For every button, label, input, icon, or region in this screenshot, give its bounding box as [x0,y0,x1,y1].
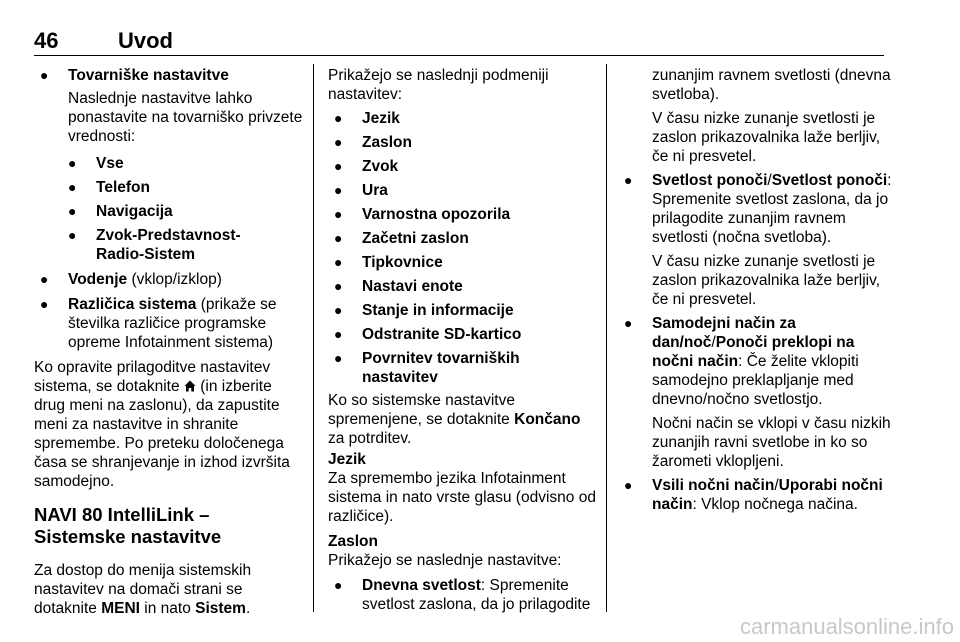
bullet-icon: ● [334,158,343,174]
submenu-item [328,181,598,200]
auto-title-a: Samodejni način za dan/noč [652,315,796,351]
submenu-label: Povrnitev tovarniških nastavitev [362,350,520,386]
auto-line [652,314,893,409]
page-title: Uvod [118,28,173,53]
submenu-label: Ura [362,182,388,199]
night-line [652,171,893,247]
submenu-label: Stanje in informacije [362,302,514,319]
bullet-icon: ● [68,179,77,195]
submenu-item [328,301,598,320]
version-line [68,295,304,352]
submenu-item [328,229,598,248]
list-item [618,476,893,514]
factory-title: Tovarniške nastavitve [68,67,229,84]
change-paragraph [328,391,598,448]
system-label: Sistem [195,600,246,617]
night-note: V času nizke zunanje svetlosti je zaslon prikazovalnika laže berljiv, če ni presvetel. [652,253,881,308]
access-text-c: . [245,600,251,617]
page-number: 46 [34,28,59,53]
change-text-a: Ko so sistemske nastavitve spremenjene, se dotaknite [328,392,515,428]
bullet-icon: ● [624,315,633,331]
bullet-icon: ● [334,110,343,126]
submenu-label: Varnostna opozorila [362,206,511,223]
always-text: : Vklop nočnega načina. [692,496,858,513]
bullet-icon: ● [68,155,77,171]
factory-item: Telefon [96,179,150,196]
submenu-label: Začetni zaslon [362,230,469,247]
day-note: V času nizke zunanje svetlosti je zaslon prikazovalnika laže berljiv, če ni presvetel. [652,110,881,165]
night-title-b: Svetlost ponoči [771,172,888,189]
bullet-icon: ● [68,227,77,243]
submenu-item [328,205,598,224]
auto-title-b: Ponoči preklopi na nočni način [652,334,855,370]
done-label: Končano [514,411,581,428]
change-text-b: za potrditev. [328,430,412,447]
column-divider-2 [606,64,607,612]
submenu-intro: Prikažejo se naslednji podmeniji nastavitev: [328,67,549,103]
bullet-icon: ● [334,134,343,150]
factory-item: Zvok-Predstavnost-Radio-Sistem [96,227,241,263]
bullet-icon: ● [624,172,633,188]
bullet-icon: ● [334,182,343,198]
list-item [328,576,598,614]
day-title: Dnevna svetlost [362,577,481,594]
submenu-item [328,157,598,176]
access-text-a: Za dostop do menija sistemskih nastavitev na domači strani se dotaknite [34,562,252,617]
list-item [618,171,893,247]
header-rule [34,55,884,56]
day-text: : Spremenite svetlost zaslona, da jo prilagodite [362,577,591,613]
bullet-icon: ● [334,206,343,222]
auto-sep: / [711,334,716,351]
bullet-icon: ● [334,254,343,270]
list-item [34,295,304,352]
night-sep: / [767,172,772,189]
version-title: Različica sistema [68,296,197,313]
factory-desc: Naslednje nastavitve lahko ponastavite na tovarniško privzete vrednosti: [68,90,303,145]
access-paragraph [34,561,304,618]
submenu-label: Zaslon [362,134,412,151]
menu-label: MENI [101,600,140,617]
submenu-label: Tipkovnice [362,254,443,271]
auto-note: Nočni način se vklopi v času nizkih zunanjih ravni svetlobe in ko so žarometi vklopljeni. [652,415,891,470]
column-2 [328,66,598,614]
watermark: carmanualsonline.info [739,614,954,639]
list-item [34,66,304,85]
submenu-item [328,349,598,387]
access-text-b: in nato [139,600,196,617]
bullet-icon: ● [40,67,49,83]
always-title-a: Vsili nočni način [652,477,775,494]
bullet-icon: ● [334,278,343,294]
column-divider-1 [313,64,314,612]
bullet-icon: ● [334,350,343,366]
bullet-icon: ● [624,477,633,493]
bullet-icon: ● [68,203,77,219]
list-item [34,178,304,197]
bullet-icon: ● [40,271,49,287]
save-text-b: (in izberite drug meni na zaslonu), da zapustite meni za nastavitve in shranite spremembe. Po preteku določenega časa se shranjevanje in izhod izvršita samodejno. [34,378,290,490]
bullet-icon: ● [334,577,343,593]
bullet-icon: ● [40,296,49,312]
submenu-item [328,277,598,296]
list-item [34,226,304,264]
submenu-label: Zvok [362,158,399,175]
submenu-item [328,109,598,128]
factory-item: Navigacija [96,203,173,220]
save-paragraph [34,358,304,491]
night-title-a: Svetlost ponoči [652,172,768,189]
submenu-item [328,133,598,152]
language-text: Za spremembo jezika Infotainment sistema in nato vrste glasu (odvisno od različice). [328,470,596,525]
always-line [652,476,893,514]
day-line [362,576,598,614]
bullet-icon: ● [334,230,343,246]
column-1 [34,66,304,618]
bullet-icon: ● [334,302,343,318]
driving-text: (vklop/izklop) [127,271,222,288]
factory-item: Vse [96,155,124,172]
list-item [34,154,304,173]
night-text: : Spremenite svetlost zaslona, da jo prilagodite zunanjim ravnem svetlosti (nočna svetloba). [652,172,892,246]
submenu-item [328,325,598,344]
list-item [34,202,304,221]
save-text-a: Ko opravite prilagoditve nastavitev sistema, se dotaknite [34,359,271,395]
submenu-item [328,253,598,272]
day-continued: zunanjim ravnem svetlosti (dnevna svetloba). [652,67,891,103]
always-title-b: Uporabi nočni način [652,477,883,513]
submenu-label: Odstranite SD-kartico [362,326,522,343]
submenu-list [328,109,598,387]
home-icon [184,380,196,392]
list-item [34,270,304,289]
section-heading: NAVI 80 IntelliLink – Sistemske nastavitve [34,504,222,547]
driving-title: Vodenje [68,271,128,288]
bullet-icon: ● [334,326,343,342]
driving-line [68,270,304,289]
display-text: Prikažejo se naslednje nastavitve: [328,552,562,569]
list-item [618,314,893,409]
column-3 [618,66,893,514]
always-sep: / [774,477,779,494]
auto-text: : Če želite vklopiti samodejno preklapljanje med dnevno/nočno svetlostjo. [652,353,859,408]
submenu-label: Nastavi enote [362,278,463,295]
display-heading: Zaslon [328,533,378,550]
submenu-label: Jezik [362,110,400,127]
version-text: (prikaže se številka različice programske opreme Infotainment sistema) [68,296,277,351]
language-heading: Jezik [328,451,366,468]
